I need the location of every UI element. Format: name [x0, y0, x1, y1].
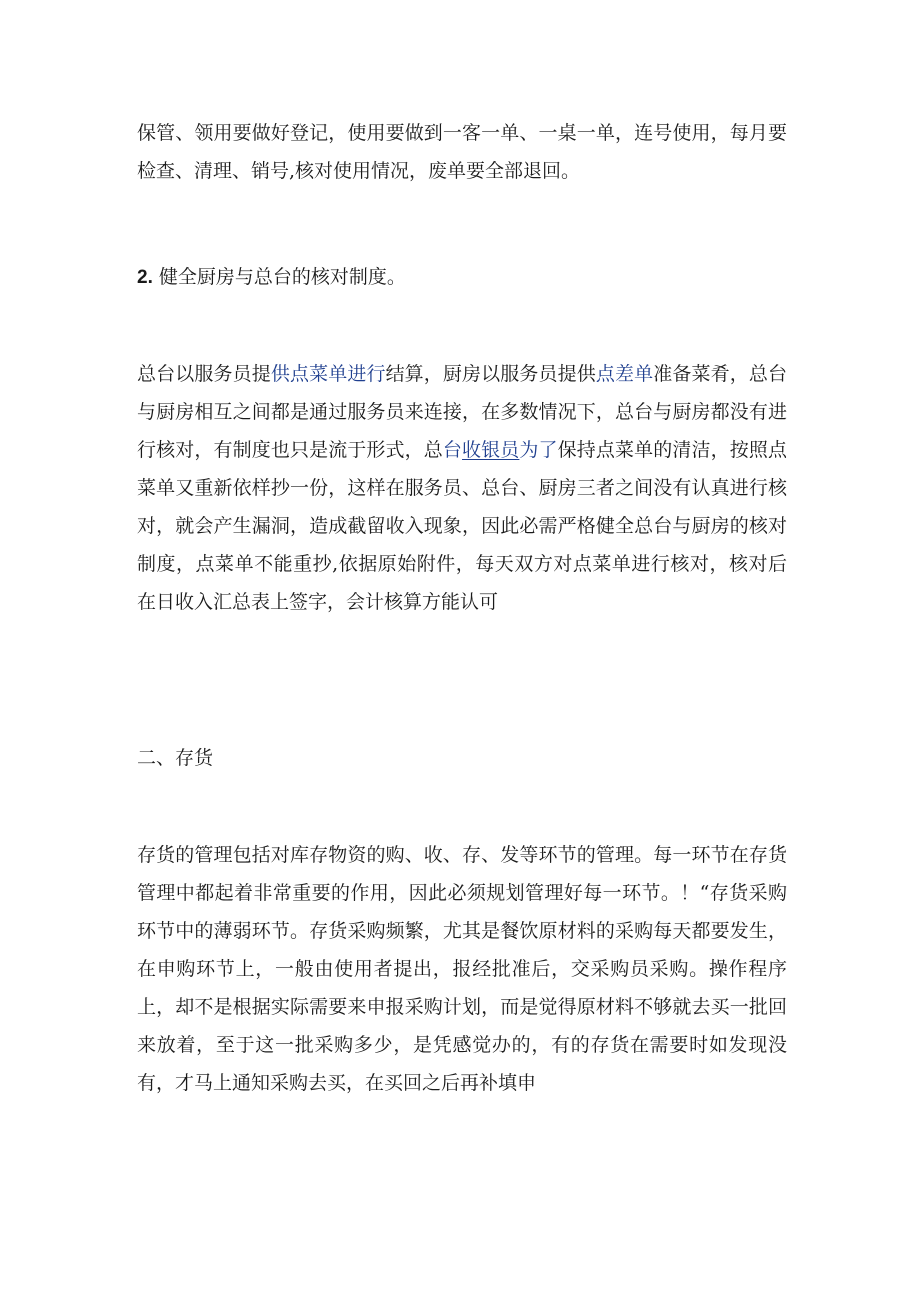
heading-text: 健全厨房与总台的核对制度。 [158, 266, 406, 288]
text-segment: 准备菜肴，总台与厨房相互之间都是通过服务员来连接，在多数情况下，总台与厨房都没有进行核对，有制度也只是流于形式，总 [137, 363, 787, 461]
link-for[interactable]: 为了 [519, 439, 558, 461]
heading-kitchen-frontdesk-check [137, 258, 787, 297]
text-segment: 保持点菜单的清洁，按照点菜单又重新依样抄一份，这样在服务员、总台、厨房三者之间没有认真进行核对，就会产生漏洞，造成截留收入现象，因此必需严格健全总台与厨房的核对制度，点菜单不能重抄,依据原始附件，每天双方对点菜单进行核对，核对后在日收入汇总表上签字，会计核算方能认可 [137, 439, 787, 613]
link-order-slip[interactable]: 点差单 [595, 363, 654, 385]
paragraph-registration: 保管、领用要做好登记，使用要做到一客一单、一桌一单，连号使用，每月要检查、清理、销号,核对使用情况，废单要全部退回。 [137, 122, 787, 182]
link-cashier[interactable]: 收银员 [462, 439, 520, 461]
section-heading-inventory: 二、存货 [137, 747, 214, 769]
link-menu-settlement[interactable]: 供点菜单进行 [270, 363, 386, 385]
text-segment: 总台以服务员提 [137, 363, 271, 385]
paragraph-inventory-management: 存货的管理包括对库存物资的购、收、存、发等环节的管理。每一环节在存货管理中都起着非常重要的作用，因此必须规划管理好每一环节。！“存货采购环节中的薄弱环节。存货采购频繁，尤其是餐饮原材料的采购每天都要发生，在申购环节上，一般由使用者提出，报经批准后，交采购员采购。操作程序上，却不是根据实际需要来申报采购计划，而是觉得原材料不够就去买一批回来放着，至于这一批采购多少，是凭感觉办的，有的存货在需要时如发现没有，才马上通知采购去买，在买回之后再补填申 [137, 844, 787, 1094]
item-number: 2. [137, 267, 153, 288]
paragraph-verification [137, 355, 787, 621]
link-front-desk[interactable]: 台 [442, 439, 463, 461]
text-segment: 结算，厨房以服务员提供 [385, 363, 596, 385]
